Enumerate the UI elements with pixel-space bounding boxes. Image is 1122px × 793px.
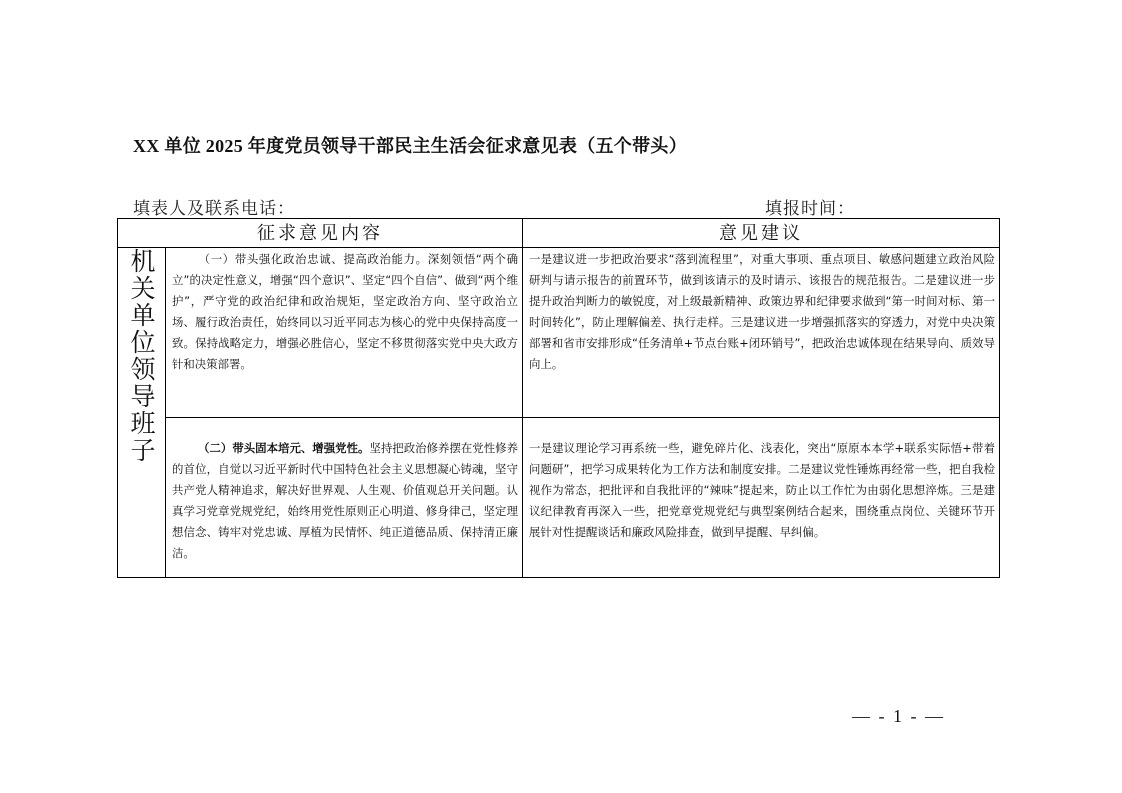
suggestion-cell: [523, 418, 1000, 578]
suggestion-cell: [523, 248, 1000, 418]
unit-label: 机关单位领导班子: [127, 248, 156, 464]
content-cell: [166, 248, 523, 418]
table-row: [118, 248, 1000, 418]
table-row: [118, 418, 1000, 578]
header-suggestion: 意见建议: [523, 219, 1000, 248]
opinion-table: [117, 218, 1000, 578]
content-body: 深刻领悟“两个确立”的决定性意义，增强“四个意识”、坚定“四个自信”、做到“两个维护”，严守党的政治纪律和政治规矩，坚定政治方向、坚守政治立场、履行政治责任，始终同以习近平同志为核心的党中央保持高度一致。保持战略定力，增强必胜信心，坚定不移贯彻落实党中央大政方针和决策部署。: [172, 252, 518, 371]
content-lead: （一）带头强化政治忠诚、提高政治能力。: [198, 252, 428, 266]
content-body: 坚持把政治修养摆在党性修养的首位，自觉以习近平新时代中国特色社会主义思想凝心铸魂，坚守共产党人精神追求，解决好世界观、人生观、价值观总开关问题。认真学习党章党规党纪，始终用党性原则正心明道、修身律己，坚定理想信念、铸牢对党忠诚、厚植为民情怀、纯正道德品质、保持清正廉洁。: [172, 441, 518, 560]
content-lead: （二）带头固本培元、增强党性。: [198, 441, 370, 455]
table-header-row: [118, 219, 1000, 248]
header-content: 征求意见内容: [118, 219, 523, 248]
filler-contact-label: 填表人及联系电话：: [133, 199, 295, 219]
suggestion-text: 一是建议理论学习再系统一些，避免碎片化、浅表化，突出“原原本本学+联系实际悟+带着问题研”，把学习成果转化为工作方法和制度安排。二是建议党性锤炼再经常一些，把自我检视作为常态，把批评和自我批评的“辣味”提起来，防止以工作忙为由弱化思想淬炼。三是建议纪律教育再深入一些，把党章党规党纪与典型案例结合起来，围绕重点岗位、关键环节开展针对性提醒谈话和廉政风险排查，做到早提醒、早纠偏。: [529, 441, 995, 539]
suggestion-text: 一是建议进一步把政治要求“落到流程里”，对重大事项、重点项目、敏感问题建立政治风险研判与请示报告的前置环节，做到该请示的及时请示、该报告的规范报告。二是建议进一步提升政治判断力的敏锐度，对上级最新精神、政策边界和纪律要求做到“第一时间对标、第一时间转化”，防止理解偏差、执行走样。三是建议进一步增强抓落实的穿透力，对党中央决策部署和省市安排形成“任务清单+节点台账+闭环销号”，把政治忠诚体现在结果导向、质效导向上。: [529, 252, 995, 371]
page-number: — - 1 - —: [852, 706, 945, 726]
document-title: XX 单位 2025 年度党员领导干部民主生活会征求意见表（五个带头）: [133, 136, 687, 156]
fill-date-label: 填报时间：: [765, 199, 855, 219]
unit-cell: [118, 248, 166, 578]
content-cell: [166, 418, 523, 578]
